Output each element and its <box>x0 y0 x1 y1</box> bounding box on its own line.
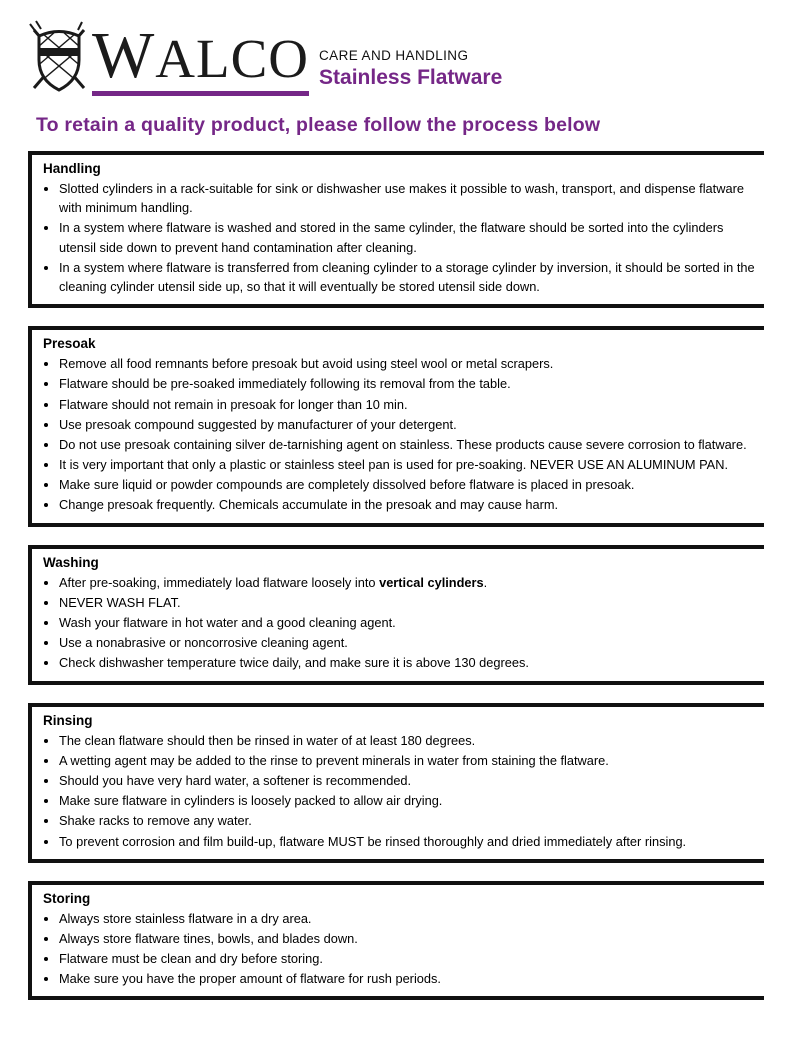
bullet-item: • Change presoak frequently. Chemicals accumulate in the presoak and may cause harm. <box>59 495 758 514</box>
bullet-item: • Make sure liquid or powder compounds are completely dissolved before flatware is placed in presoak. <box>59 475 758 494</box>
bullet-item: • In a system where flatware is washed and stored in the same cylinder, the flatware should be sorted into the cylinders utensil side down to prevent hand contamination after cleaning. <box>59 218 758 256</box>
walco-crest-logo <box>28 20 90 96</box>
bullet-item: • Flatware must be clean and dry before storing. <box>59 949 758 968</box>
section <box>28 545 764 685</box>
section-title: Rinsing <box>43 712 93 728</box>
bullet-item: • Flatware should not remain in presoak for longer than 10 min. <box>59 395 758 414</box>
bullet-item: • NEVER WASH FLAT. <box>59 593 758 612</box>
bullet-item: • In a system where flatware is transferred from cleaning cylinder to a storage cylinder by inversion, it should be sorted in the cleaning cylinder utensil side up, so that it will eventually be stored utensil side down. <box>59 258 758 296</box>
section <box>28 151 764 308</box>
bullet-item: • The clean flatware should then be rinsed in water of at least 180 degrees. <box>59 731 758 750</box>
bullet-item: • Make sure you have the proper amount of flatware for rush periods. <box>59 969 758 988</box>
bullet-list <box>42 731 758 851</box>
bullet-item: • Do not use presoak containing silver de-tarnishing agent on stainless. These products cause severe corrosion to flatware. <box>59 435 758 454</box>
tagline-block <box>319 48 502 96</box>
section-title: Handling <box>43 161 101 176</box>
section <box>28 326 764 527</box>
tagline-care-and-handling: CARE AND HANDLING <box>319 48 469 63</box>
bullet-item: • Use a nonabrasive or noncorrosive cleaning agent. <box>59 633 758 652</box>
bullet-list <box>42 909 758 989</box>
sections <box>28 151 764 1000</box>
tagline-stainless-flatware: Stainless Flatware <box>319 66 503 89</box>
brand-wordmark: WALCO <box>92 19 310 93</box>
bullet-item: • To prevent corrosion and film build-up, flatware MUST be rinsed thoroughly and dried immediately after rinsing. <box>59 832 758 851</box>
bullet-item: • Should you have very hard water, a softener is recommended. <box>59 771 758 790</box>
bullet-item: • Shake racks to remove any water. <box>59 811 758 830</box>
header <box>28 20 764 96</box>
section-title: Storing <box>43 890 91 906</box>
bullet-item: • A wetting agent may be added to the rinse to prevent minerals in water from staining the flatware. <box>59 751 758 770</box>
bullet-item: • Flatware should be pre-soaked immediately following its removal from the table. <box>59 374 758 393</box>
bullet-item: • Remove all food remnants before presoak but avoid using steel wool or metal scrapers. <box>59 354 758 373</box>
section <box>28 881 764 1001</box>
bullet-item: • Make sure flatware in cylinders is loosely packed to allow air drying. <box>59 791 758 810</box>
bullet-item: • Wash your flatware in hot water and a good cleaning agent. <box>59 613 758 632</box>
brand-block <box>92 19 310 96</box>
bullet-item: • Always store flatware tines, bowls, and blades down. <box>59 929 758 948</box>
bullet-item: • Always store stainless flatware in a dry area. <box>59 909 758 928</box>
bullet-item: • Use presoak compound suggested by manufacturer of your detergent. <box>59 415 758 434</box>
section-title: Washing <box>43 554 99 570</box>
bullet-item: • After pre-soaking, immediately load flatware loosely into vertical cylinders. <box>59 573 758 592</box>
page-headline: To retain a quality product, please follow the process below <box>36 114 601 136</box>
bullet-item: • Slotted cylinders in a rack-suitable for sink or dishwasher use makes it possible to wash, transport, and dispense flatware with minimum handling. <box>59 179 758 217</box>
bullet-item: • It is very important that only a plastic or stainless steel pan is used for pre-soaking. NEVER USE AN ALUMINUM PAN. <box>59 455 758 474</box>
section-title: Presoak <box>43 336 96 352</box>
bullet-list <box>42 354 758 515</box>
section <box>28 703 764 863</box>
bullet-list <box>42 573 758 673</box>
bullet-list <box>42 179 758 296</box>
bullet-item: • Check dishwasher temperature twice daily, and make sure it is above 130 degrees. <box>59 653 758 672</box>
